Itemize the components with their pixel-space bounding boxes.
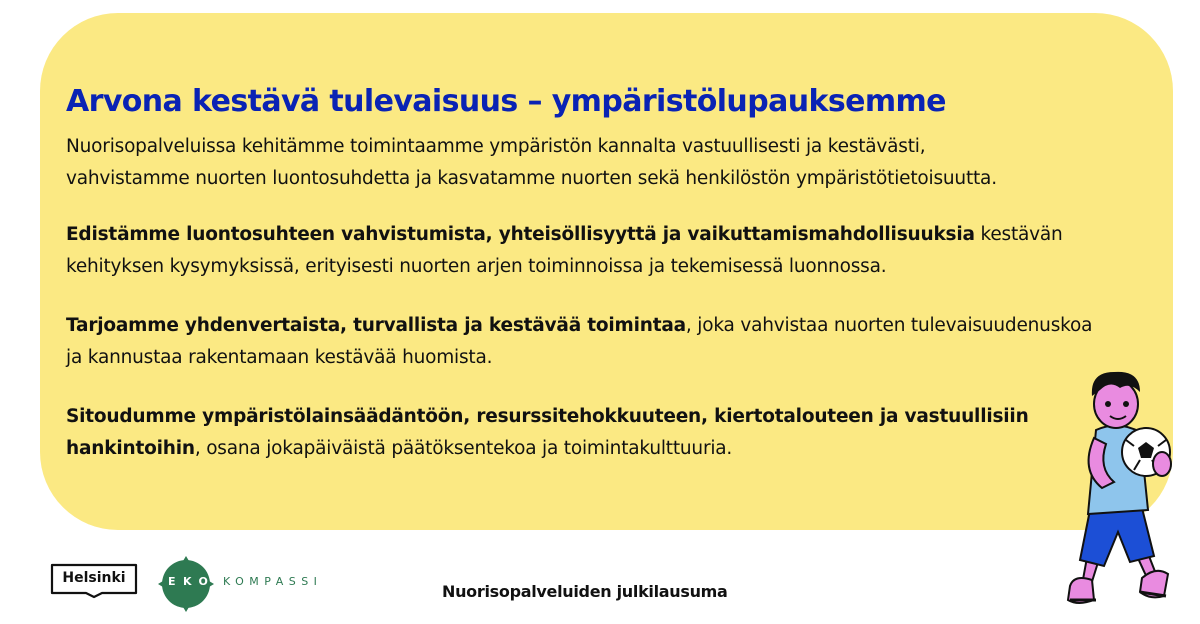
commitment-nature-line-2: kehityksen kysymyksissä, erityisesti nuorten arjen toiminnoissa ja tekemisessä luonnossa. (66, 256, 887, 277)
intro-paragraph (66, 131, 1166, 195)
commitment-activities-bold: Tarjoamme yhdenvertaista, turvallista ja kestävää toimintaa (66, 315, 686, 336)
commitment-paragraph-nature (66, 219, 1166, 283)
commitment-nature-rest: kestävän (974, 224, 1063, 245)
commitment-paragraph-activities (66, 310, 1166, 374)
helsinki-logo-text: Helsinki (62, 570, 126, 586)
commitment-legislation-rest: , osana jokapäiväistä päätöksentekoa ja toimintakulttuuria. (194, 438, 733, 459)
intro-line-2: vahvistamme nuorten luontosuhdetta ja kasvatamme nuorten sekä henkilöstön ympäristötietoisuutta. (66, 168, 997, 189)
youth-with-football-illustration (1030, 360, 1190, 620)
intro-line-1: Nuorisopalveluissa kehitämme toimintaamme ympäristön kannalta vastuullisesti ja kestävästi, (66, 136, 926, 157)
page-title: Arvona kestävä tulevaisuus – ympäristölupauksemme (66, 84, 946, 119)
commitment-legislation-bold-2: hankintoihin (66, 438, 195, 459)
commitment-paragraph-legislation (66, 401, 1166, 465)
commitment-activities-line-2: ja kannustaa rakentamaan kestävää huomista. (66, 347, 493, 368)
helsinki-logo (50, 563, 138, 597)
ekokompassi-logo-kompassi: KOMPASSI (223, 575, 323, 588)
commitment-nature-bold: Edistämme luontosuhteen vahvistumista, yhteisöllisyyttä ja vaikuttamismahdollisuuksia (66, 224, 975, 245)
commitment-legislation-bold-1: Sitoudumme ympäristölainsäädäntöön, resurssitehokkuuteen, kiertotalouteen ja vastuullisiin (66, 406, 1029, 427)
ekokompassi-logo-eko: EKO (168, 575, 216, 588)
footer-label: Nuorisopalveluiden julkilausuma (442, 582, 728, 601)
commitment-activities-rest: , joka vahvistaa nuorten tulevaisuudenuskoa (685, 315, 1093, 336)
